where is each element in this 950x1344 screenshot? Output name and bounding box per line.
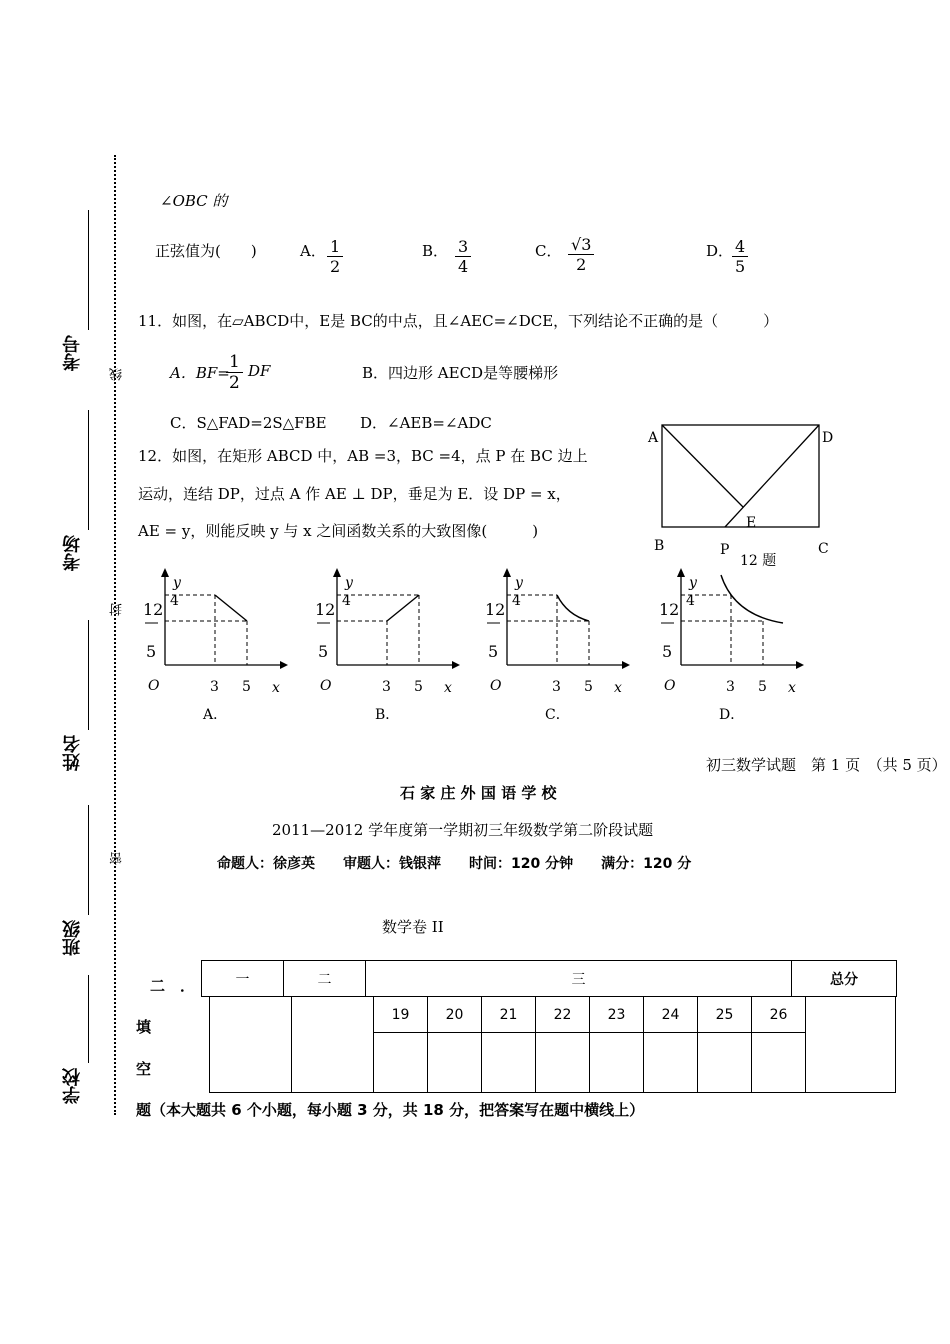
q-num-26: 26	[752, 997, 806, 1033]
q10-option-b-letter: B．	[422, 242, 449, 260]
q10-stem: ∠OBC 的	[160, 192, 228, 210]
side-line-class	[88, 805, 89, 915]
graph-option-letter: C．	[545, 707, 570, 723]
graph-option-letter: B．	[375, 707, 400, 723]
score-col-2: 二	[284, 961, 366, 997]
exam-title: 2011—2012 学年度第一学期初三年级数学第二阶段试题	[272, 821, 654, 839]
y-tick-mid-numerator: 12	[485, 600, 506, 619]
q11-option-c: C．S△FAD=2S△FBE	[170, 414, 327, 432]
fraction-denominator: 4	[458, 257, 469, 276]
q-num-25: 25	[698, 997, 752, 1033]
y-tick-mid-numerator: 12	[315, 600, 336, 619]
y-tick-mid-numerator: 12	[659, 600, 680, 619]
q12-rectangle-figure	[640, 415, 850, 575]
y-tick-mid-denominator: 5	[146, 642, 157, 661]
y-tick-mid-denominator: 5	[662, 642, 673, 661]
x-axis-arrow	[796, 661, 804, 669]
score-cell-2[interactable]	[292, 997, 374, 1093]
graph-option-c	[482, 563, 647, 728]
x-axis-label: x	[272, 680, 280, 696]
binding-dotted-line	[114, 155, 116, 1115]
section2-instruction: 题（本大题共 6 个小题，每小题 3 分，共 18 分，把答案写在题中横线上）	[136, 1101, 645, 1119]
x-axis-arrow	[622, 661, 630, 669]
x-tick-3: 3	[210, 679, 219, 695]
x-axis-arrow	[280, 661, 288, 669]
seal-mark-secret: 密	[110, 852, 125, 865]
y-axis-label: y	[515, 575, 523, 591]
side-label-exam-number: 考号	[62, 335, 83, 371]
label-a: A	[648, 430, 659, 446]
fraction-numerator: 3	[455, 237, 471, 257]
score-cell-total[interactable]	[806, 997, 896, 1093]
seal-mark-line: 线	[110, 368, 125, 381]
q10-option-b-fraction	[455, 237, 471, 276]
q11-option-a-tail: DF	[248, 362, 271, 380]
origin-label: O	[148, 678, 160, 694]
q11-option-d: D．∠AEB=∠ADC	[360, 414, 492, 432]
score-cell-20[interactable]	[428, 1033, 482, 1093]
fraction-numerator: 1	[327, 237, 343, 257]
y-tick-top: 4	[686, 593, 695, 609]
score-cell-22[interactable]	[536, 1033, 590, 1093]
x-tick-5: 5	[584, 679, 593, 695]
side-label-name: 姓名	[62, 735, 83, 771]
rectangle-abcd	[662, 425, 819, 527]
q10-option-a-letter: A．	[300, 242, 326, 260]
score-table-header	[201, 960, 897, 997]
score-cell-21[interactable]	[482, 1033, 536, 1093]
q-num-21: 21	[482, 997, 536, 1033]
y-tick-mid-numerator: 12	[143, 600, 164, 619]
score-cell-23[interactable]	[590, 1033, 644, 1093]
graph-option-d	[656, 563, 821, 728]
side-label-exam-room: 考场	[62, 535, 83, 571]
x-tick-5: 5	[758, 679, 767, 695]
origin-label: O	[320, 678, 332, 694]
q10-option-a-fraction	[327, 237, 343, 276]
y-tick-top: 4	[342, 593, 351, 609]
q-num-24: 24	[644, 997, 698, 1033]
label-c: C	[818, 541, 829, 557]
q10-option-c-letter: C．	[535, 242, 562, 260]
q11-option-a-fraction	[226, 352, 243, 393]
origin-label: O	[664, 678, 676, 694]
y-axis-label: y	[689, 575, 697, 591]
q-num-23: 23	[590, 997, 644, 1033]
exam-meta: 命题人：徐彦英 审题人：钱银萍 时间：120 分钟 满分：120 分	[217, 856, 692, 872]
graph-option-a	[140, 563, 305, 728]
graph-option-b	[312, 563, 477, 728]
label-p: P	[720, 542, 730, 558]
score-cell-25[interactable]	[698, 1033, 752, 1093]
x-axis-label: x	[788, 680, 796, 696]
segment-dp	[725, 425, 819, 527]
side-line-exam-number	[88, 210, 89, 330]
origin-label: O	[490, 678, 502, 694]
graph-option-letter: D．	[719, 707, 745, 723]
y-axis-arrow	[161, 568, 169, 577]
x-tick-5: 5	[242, 679, 251, 695]
school-name: 石 家 庄 外 国 语 学 校	[400, 784, 557, 802]
score-col-3: 三	[366, 961, 792, 997]
y-axis-arrow	[503, 568, 511, 577]
score-col-1: 一	[202, 961, 284, 997]
function-curve	[215, 595, 247, 621]
x-tick-3: 3	[382, 679, 391, 695]
x-tick-3: 3	[726, 679, 735, 695]
y-tick-mid-denominator: 5	[318, 642, 329, 661]
q10-option-c-fraction	[568, 235, 594, 274]
fraction-numerator: √3	[568, 235, 594, 255]
y-axis-arrow	[333, 568, 341, 577]
section2-char-1: 填	[136, 1018, 152, 1036]
seal-mark-seal: 封	[110, 603, 125, 616]
x-axis-arrow	[452, 661, 460, 669]
q12-line3: AE = y，则能反映 y 与 x 之间函数关系的大致图像( )	[138, 522, 539, 540]
q11-option-a-letter: A．BF=	[170, 364, 230, 382]
y-tick-mid-denominator: 5	[488, 642, 499, 661]
side-line-name	[88, 620, 89, 730]
y-axis-arrow	[677, 568, 685, 577]
y-tick-top: 4	[170, 593, 179, 609]
segment-ae	[662, 425, 743, 507]
side-line-school	[88, 975, 89, 1063]
x-tick-3: 3	[552, 679, 561, 695]
section2-prefix: 二 ．	[150, 977, 196, 995]
function-curve	[557, 595, 589, 621]
score-col-total: 总分	[792, 961, 897, 997]
x-axis-label: x	[444, 680, 452, 696]
fraction-denominator: 2	[576, 255, 587, 274]
y-axis-label: y	[173, 575, 181, 591]
function-curve	[387, 595, 419, 621]
label-e: E	[746, 515, 757, 531]
section2-char-2: 空	[136, 1060, 152, 1078]
side-label-school: 学校	[62, 1068, 83, 1104]
q12-line1: 12．如图，在矩形 ABCD 中，AB =3，BC =4，点 P 在 BC 边上	[138, 447, 588, 465]
x-axis-label: x	[614, 680, 622, 696]
q-num-20: 20	[428, 997, 482, 1033]
y-axis-label: y	[345, 575, 353, 591]
graph-option-letter: A．	[203, 707, 228, 723]
q12-line2: 运动，连结 DP，过点 A 作 AE ⊥ DP，垂足为 E．设 DP = x，	[138, 485, 571, 503]
fraction-numerator: 4	[732, 237, 748, 257]
q-num-19: 19	[374, 997, 428, 1033]
fraction-denominator: 2	[229, 373, 240, 393]
score-cell-19[interactable]	[374, 1033, 428, 1093]
score-cell-24[interactable]	[644, 1033, 698, 1093]
y-tick-top: 4	[512, 593, 521, 609]
q10-option-d-fraction	[732, 237, 748, 276]
fraction-numerator: 1	[226, 352, 243, 373]
function-curve	[721, 575, 783, 623]
q11-stem: 11．如图，在▱ABCD中，E是 BC的中点，且∠AEC=∠DCE，下列结论不正确的是（ ）	[138, 312, 779, 330]
score-cell-26[interactable]	[752, 1033, 806, 1093]
q-num-22: 22	[536, 997, 590, 1033]
score-cell-1[interactable]	[210, 997, 292, 1093]
side-label-class: 班级	[62, 920, 83, 956]
q10-prompt: 正弦值为( )	[155, 242, 257, 260]
page-footer: 初三数学试题 第 1 页 （共 5 页）	[706, 756, 947, 774]
label-b: B	[654, 538, 665, 554]
side-line-exam-room	[88, 410, 89, 530]
figure-caption: 12 题	[740, 553, 777, 569]
fraction-denominator: 2	[330, 257, 341, 276]
score-table-body	[209, 996, 896, 1093]
paper-title: 数学卷 II	[382, 918, 444, 936]
q10-option-d-letter: D．	[706, 242, 734, 260]
x-tick-5: 5	[414, 679, 423, 695]
fraction-denominator: 5	[735, 257, 746, 276]
label-d: D	[822, 430, 834, 446]
q11-option-b: B．四边形 AECD是等腰梯形	[362, 364, 559, 382]
